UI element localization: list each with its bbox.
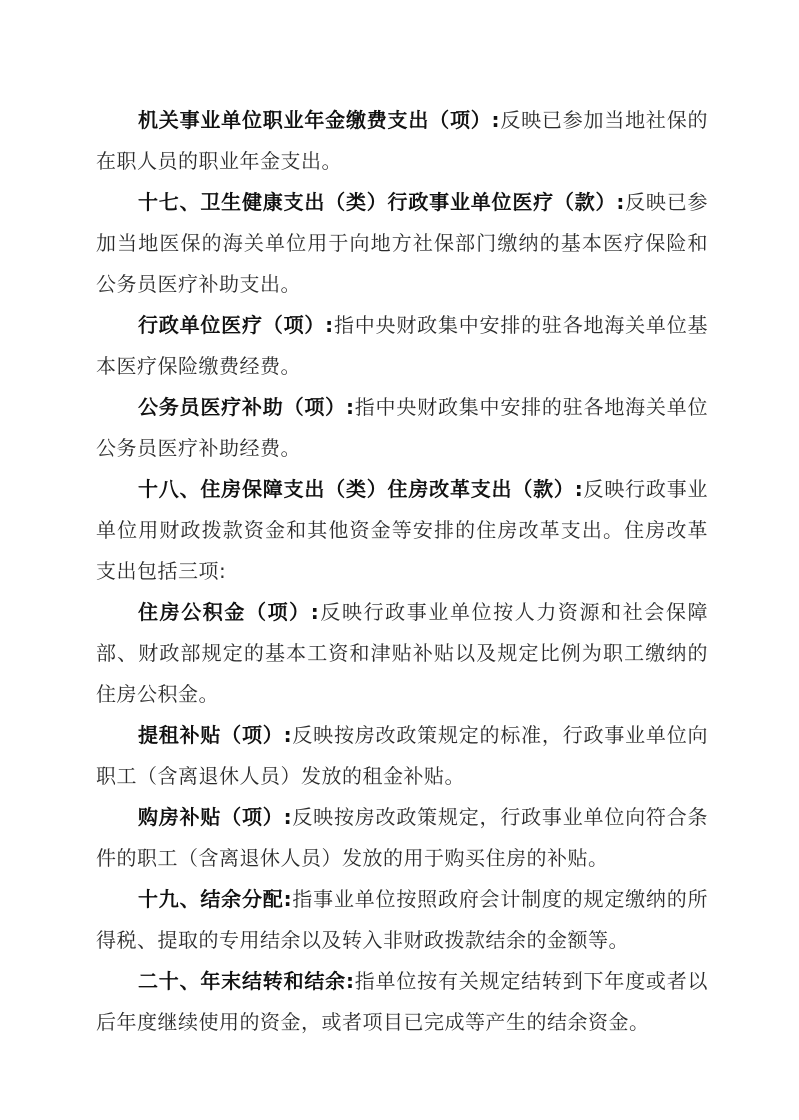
paragraph-text: 指中央财政集中安排的驻各地海关单位基本医疗保险缴费经费。 [96,313,709,378]
paragraph-housing-security [96,469,708,592]
document-body [96,100,708,1043]
paragraph-heading: 十八、住房保障支出（类）住房改革支出（款）: [138,477,584,501]
paragraph-text: 指中央财政集中安排的驻各地海关单位公务员医疗补助经费。 [96,395,709,460]
paragraph-surplus-distribution [96,879,708,961]
paragraph-purchase-subsidy [96,797,708,879]
paragraph-text: 指事业单位按照政府会计制度的规定缴纳的所得税、提取的专用结余以及转入非财政拨款结余的金额等。 [96,887,709,952]
paragraph-text: 反映行政事业单位用财政拨款资金和其他资金等安排的住房改革支出。住房改革支出包括三项: [96,477,709,583]
paragraph-rent-subsidy [96,715,708,797]
paragraph-health-expenditure [96,182,708,305]
paragraph-text: 反映已参加当地医保的海关单位用于向地方社保部门缴纳的基本医疗保险和公务员医疗补助支出。 [96,190,708,296]
paragraph-housing-fund [96,592,708,715]
paragraph-text: 反映按房改政策规定，行政事业单位向符合条件的职工（含离退休人员）发放的用于购买住房的补贴。 [96,805,709,870]
paragraph-heading: 二十、年末结转和结余: [138,969,355,993]
paragraph-year-end-carryover [96,961,708,1043]
paragraph-text: 指单位按有关规定结转到下年度或者以后年度继续使用的资金，或者项目已完成等产生的结余资金。 [96,969,709,1034]
paragraph-heading: 购房补贴（项）: [138,805,293,829]
paragraph-heading: 十九、结余分配: [138,887,293,911]
paragraph-heading: 住房公积金（项）: [138,600,320,624]
paragraph-text: 反映按房改政策规定的标准，行政事业单位向职工（含离退休人员）发放的租金补贴。 [96,723,709,788]
paragraph-heading: 十七、卫生健康支出（类）行政事业单位医疗（款）: [138,190,625,214]
paragraph-heading: 机关事业单位职业年金缴费支出（项）: [138,108,501,132]
paragraph-heading: 提租补贴（项）: [138,723,293,747]
paragraph-heading: 行政单位医疗（项）: [138,313,334,337]
paragraph-heading: 公务员医疗补助（项）: [138,395,355,419]
paragraph-admin-medical [96,305,708,387]
paragraph-text: 反映行政事业单位按人力资源和社会保障部、财政部规定的基本工资和津贴补贴以及规定比例为职工缴纳的住房公积金。 [96,600,709,706]
paragraph-text: 反映已参加当地社保的在职人员的职业年金支出。 [96,108,709,173]
paragraph-occupational-annuity [96,100,708,182]
paragraph-civil-servant-medical [96,387,708,469]
